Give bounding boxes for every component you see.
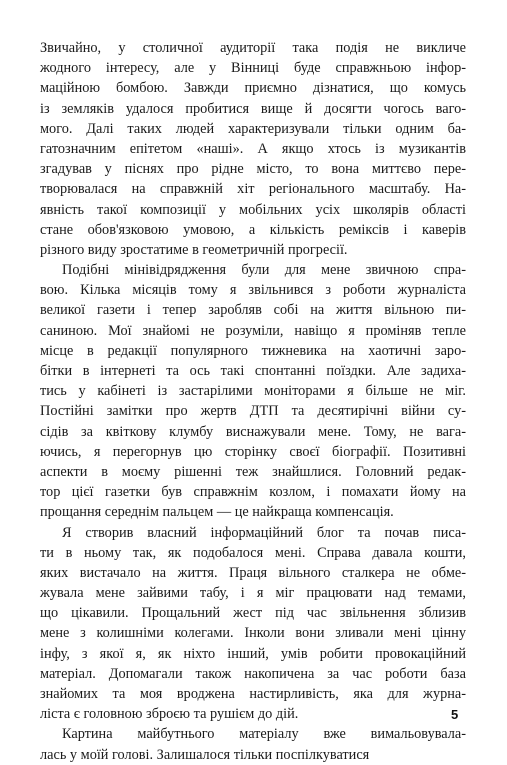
- text-line: мого. Далі таких людей характеризували тільки одним ба-: [40, 120, 466, 137]
- text-line: творювалася на справжній хіт регіонального масштабу. На-: [40, 181, 466, 198]
- text-line: маційною бомбою. Завжди приємно дізнатися, що комусь: [40, 80, 466, 97]
- text-line: тись у кабінеті із застарілими моніторами я більше не міг.: [40, 383, 466, 400]
- text-line: різного виду зростатиме в геометричній прогресії.: [40, 241, 348, 258]
- page-number: 5: [451, 707, 459, 722]
- text-line: вою. Кілька місяців тому я звільнився з роботи журналіста: [40, 282, 466, 299]
- text-line: ліста є головною зброєю та рушієм до дій.: [40, 706, 299, 723]
- text-line: Картина майбутнього матеріалу вже вимальовувала-: [62, 726, 466, 743]
- text-line: Звичайно, у столичної аудиторії така подія не викличе: [40, 40, 466, 56]
- text-line: жодного інтересу, але у Вінниці буде справжньою інфор-: [40, 60, 466, 77]
- text-line: місце в редакції популярного тижневика на хаотичні заро-: [40, 342, 466, 359]
- text-line: саниною. Мої знайомі не розуміли, навіщо я проміняв тепле: [40, 322, 466, 339]
- text-line: сідів за квіткову клумбу виснажували мене. Тому, не вага-: [40, 423, 466, 440]
- text-line: Подібні мінівідрядження були для мене звичною спра-: [62, 262, 466, 279]
- book-page-text: [40, 38, 466, 765]
- text-line: Я створив власний інформаційний блог та почав писа-: [62, 524, 466, 541]
- text-line: бітки в інтернеті та ось такі спонтанні поїздки. Але задиха-: [40, 363, 466, 379]
- text-line: стане обов'язковою умовою, а кількість реміксів і каверів: [40, 221, 466, 238]
- text-line: Постійні замітки про жертв ДТП та десятирічні війни су-: [40, 403, 466, 420]
- text-line: інфу, з якої я, як ніхто інший, умів робити провокаційний: [40, 645, 466, 662]
- paragraph: [40, 724, 466, 764]
- text-line: яких вистачало на життя. Праця вільного сталкера не обме-: [40, 564, 466, 581]
- text-line: згадував у піснях про рідне місто, то вона миттєво пере-: [40, 161, 466, 178]
- text-line: ючись, я перегорнув цю сторінку своєї біографії. Позитивні: [40, 443, 466, 460]
- text-line: мене з колишніми колегами. Інколи вони зливали мені цінну: [40, 625, 466, 642]
- text-line: лась у моїй голові. Залишалося тільки поспілкуватися: [40, 746, 370, 763]
- paragraph: [40, 38, 466, 260]
- paragraph: [40, 260, 466, 522]
- text-line: із земляків удалося пробитися вище й досягти чогось ваго-: [40, 100, 466, 117]
- text-line: гатозначним епітетом «наші». А якщо хтось із музикантів: [40, 140, 466, 157]
- text-line: що цікавили. Прощальний жест під час звільнення зблизив: [40, 605, 466, 622]
- text-line: матеріал. Допомагали також накопичена за час роботи база: [40, 665, 466, 682]
- text-line: аспекти в моєму рішенні теж знайшлися. Головний редак-: [40, 463, 466, 480]
- text-line: прощання середнім пальцем — це найкраща компенсація.: [40, 504, 394, 521]
- paragraph: [40, 523, 466, 725]
- text-line: ти в ньому так, як подобалося мені. Справа давала кошти,: [40, 544, 466, 561]
- text-line: великої газети і тепер заробляв собі на життя вільною пи-: [40, 302, 466, 319]
- text-line: явність такої композиції у мобільних усіх школярів області: [40, 201, 466, 218]
- text-line: жувала мене зайвими табу, і я міг працювати над темами,: [40, 585, 466, 602]
- text-line: тор цієї газетки був справжнім козлом, і помахати йому на: [40, 484, 466, 501]
- text-line: знайомих та моя вроджена настирливість, яка для журна-: [40, 686, 466, 702]
